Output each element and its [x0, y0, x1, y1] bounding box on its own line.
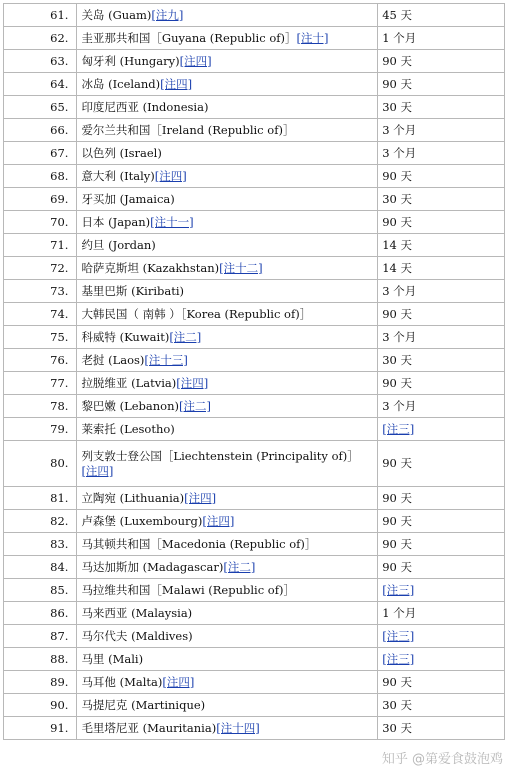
note-link[interactable]: [注三] — [382, 628, 415, 643]
country-name: 圭亚那共和国［Guyana (Republic of)］ — [81, 30, 297, 45]
row-number: 85. — [4, 579, 77, 602]
table-row — [4, 50, 505, 73]
row-number: 76. — [4, 349, 77, 372]
country-name: 日本 (Japan) — [81, 214, 151, 229]
stay-period-cell: 30 天 — [378, 694, 505, 717]
country-name: 马耳他 (Malta) — [81, 674, 163, 689]
visa-table-body — [4, 4, 505, 740]
country-cell — [77, 441, 378, 487]
table-row — [4, 694, 505, 717]
country-cell — [77, 349, 378, 372]
country-cell — [77, 694, 378, 717]
table-row — [4, 27, 505, 50]
row-number: 74. — [4, 303, 77, 326]
note-link[interactable]: [注十四] — [216, 720, 260, 735]
stay-period-cell: 90 天 — [378, 487, 505, 510]
note-link[interactable]: [注十] — [296, 30, 329, 45]
stay-period-cell: 45 天 — [378, 4, 505, 27]
country-name: 马来西亚 (Malaysia) — [81, 605, 193, 620]
table-row — [4, 533, 505, 556]
country-cell — [77, 579, 378, 602]
table-row — [4, 625, 505, 648]
table-row — [4, 73, 505, 96]
row-number: 84. — [4, 556, 77, 579]
table-row — [4, 165, 505, 188]
country-cell — [77, 50, 378, 73]
row-number: 75. — [4, 326, 77, 349]
table-row — [4, 395, 505, 418]
table-row — [4, 280, 505, 303]
row-number: 73. — [4, 280, 77, 303]
stay-period-cell: 90 天 — [378, 556, 505, 579]
country-name: 哈萨克斯坦 (Kazakhstan) — [81, 260, 220, 275]
stay-period-cell: 14 天 — [378, 257, 505, 280]
country-name: 印度尼西亚 (Indonesia) — [81, 99, 209, 114]
country-name: 大韩民国（ 南韩 ）［Korea (Republic of)］ — [81, 306, 312, 321]
stay-period-cell: 3 个月 — [378, 395, 505, 418]
table-row — [4, 579, 505, 602]
country-cell — [77, 717, 378, 740]
note-link[interactable]: [注二] — [223, 559, 256, 574]
stay-period-cell: 1 个月 — [378, 27, 505, 50]
country-cell — [77, 280, 378, 303]
country-cell — [77, 165, 378, 188]
row-number: 86. — [4, 602, 77, 625]
country-name: 马拉维共和国［Malawi (Republic of)］ — [81, 582, 295, 597]
country-cell — [77, 4, 378, 27]
country-cell — [77, 372, 378, 395]
country-cell — [77, 188, 378, 211]
visa-free-table — [3, 3, 505, 740]
row-number: 67. — [4, 142, 77, 165]
note-link[interactable]: [注十三] — [144, 352, 188, 367]
row-number: 61. — [4, 4, 77, 27]
row-number: 78. — [4, 395, 77, 418]
country-cell — [77, 96, 378, 119]
table-row — [4, 4, 505, 27]
table-row — [4, 671, 505, 694]
country-name: 毛里塔尼亚 (Mauritania) — [81, 720, 217, 735]
stay-period-cell: 90 天 — [378, 372, 505, 395]
stay-period-cell: 30 天 — [378, 349, 505, 372]
country-name: 马其顿共和国［Macedonia (Republic of)］ — [81, 536, 317, 551]
country-name: 列支敦士登公国［Liechtenstein (Principality of)］ — [81, 448, 359, 463]
table-row — [4, 648, 505, 671]
note-link[interactable]: [注三] — [382, 582, 415, 597]
note-link[interactable]: [注四] — [184, 490, 217, 505]
country-name: 以色列 (Israel) — [81, 145, 162, 160]
visa-table-container — [3, 3, 505, 740]
table-row — [4, 142, 505, 165]
row-number: 87. — [4, 625, 77, 648]
country-name: 立陶宛 (Lithuania) — [81, 490, 185, 505]
stay-period-cell: 90 天 — [378, 510, 505, 533]
stay-period-cell: 30 天 — [378, 717, 505, 740]
country-cell — [77, 234, 378, 257]
row-number: 81. — [4, 487, 77, 510]
row-number: 90. — [4, 694, 77, 717]
country-cell — [77, 510, 378, 533]
stay-period-cell — [378, 648, 505, 671]
table-row — [4, 211, 505, 234]
row-number: 65. — [4, 96, 77, 119]
country-name: 黎巴嫩 (Lebanon) — [81, 398, 179, 413]
country-cell — [77, 556, 378, 579]
stay-period-cell: 90 天 — [378, 211, 505, 234]
country-name: 拉脱维亚 (Latvia) — [81, 375, 177, 390]
row-number: 82. — [4, 510, 77, 533]
country-cell — [77, 533, 378, 556]
table-row — [4, 602, 505, 625]
country-cell — [77, 671, 378, 694]
row-number: 62. — [4, 27, 77, 50]
table-row — [4, 510, 505, 533]
country-name: 科威特 (Kuwait) — [81, 329, 170, 344]
row-number: 88. — [4, 648, 77, 671]
country-name: 牙买加 (Jamaica) — [81, 191, 175, 206]
stay-period-cell: 90 天 — [378, 671, 505, 694]
note-link[interactable]: [注三] — [382, 421, 415, 436]
country-cell — [77, 257, 378, 280]
table-row — [4, 717, 505, 740]
country-cell — [77, 625, 378, 648]
country-cell — [77, 119, 378, 142]
country-name: 马尔代夫 (Maldives) — [81, 628, 193, 643]
country-name: 马提尼克 (Martinique) — [81, 697, 206, 712]
table-row — [4, 441, 505, 487]
note-link[interactable]: [注二] — [169, 329, 202, 344]
table-row — [4, 418, 505, 441]
stay-period-cell: 90 天 — [378, 50, 505, 73]
note-link[interactable]: [注四] — [154, 168, 187, 183]
table-row — [4, 487, 505, 510]
row-number: 77. — [4, 372, 77, 395]
stay-period-cell: 90 天 — [378, 533, 505, 556]
note-link[interactable]: [注四] — [179, 53, 212, 68]
stay-period-cell: 3 个月 — [378, 326, 505, 349]
note-link[interactable]: [注四] — [202, 513, 235, 528]
row-number: 72. — [4, 257, 77, 280]
note-link[interactable]: [注十二] — [219, 260, 263, 275]
note-link[interactable]: [注四] — [160, 76, 193, 91]
country-name: 约旦 (Jordan) — [81, 237, 156, 252]
note-link[interactable]: [注三] — [382, 651, 415, 666]
stay-period-cell — [378, 579, 505, 602]
stay-period-cell: 90 天 — [378, 165, 505, 188]
note-link[interactable]: [注四] — [176, 375, 209, 390]
country-cell — [77, 27, 378, 50]
watermark: 知乎 @第爱食鼓泡鸡 — [381, 752, 503, 767]
country-name: 卢森堡 (Luxembourg) — [81, 513, 203, 528]
row-number: 91. — [4, 717, 77, 740]
row-number: 64. — [4, 73, 77, 96]
country-name: 冰岛 (Iceland) — [81, 76, 161, 91]
table-row — [4, 119, 505, 142]
stay-period-cell: 3 个月 — [378, 280, 505, 303]
stay-period-cell: 3 个月 — [378, 119, 505, 142]
stay-period-cell: 30 天 — [378, 96, 505, 119]
country-name: 关岛 (Guam) — [81, 7, 152, 22]
stay-period-cell: 1 个月 — [378, 602, 505, 625]
note-link[interactable]: [注九] — [151, 7, 184, 22]
country-name: 意大利 (Italy) — [81, 168, 155, 183]
table-row — [4, 257, 505, 280]
country-cell — [77, 142, 378, 165]
country-name: 基里巴斯 (Kiribati) — [81, 283, 185, 298]
country-cell — [77, 303, 378, 326]
country-name: 马里 (Mali) — [81, 651, 144, 666]
row-number: 63. — [4, 50, 77, 73]
country-cell — [77, 487, 378, 510]
country-name: 爱尔兰共和国［Ireland (Republic of)］ — [81, 122, 295, 137]
row-number: 83. — [4, 533, 77, 556]
country-cell — [77, 648, 378, 671]
row-number: 89. — [4, 671, 77, 694]
stay-period-cell — [378, 625, 505, 648]
note-link[interactable]: [注四] — [162, 674, 195, 689]
stay-period-cell: 3 个月 — [378, 142, 505, 165]
table-row — [4, 326, 505, 349]
table-row — [4, 188, 505, 211]
country-cell — [77, 418, 378, 441]
country-cell — [77, 326, 378, 349]
country-cell — [77, 73, 378, 96]
row-number: 70. — [4, 211, 77, 234]
table-row — [4, 372, 505, 395]
table-row — [4, 349, 505, 372]
table-row — [4, 303, 505, 326]
row-number: 80. — [4, 441, 77, 487]
country-cell — [77, 602, 378, 625]
stay-period-cell — [378, 418, 505, 441]
country-name: 老挝 (Laos) — [81, 352, 145, 367]
country-name: 莱索托 (Lesotho) — [81, 421, 175, 436]
country-name: 匈牙利 (Hungary) — [81, 53, 180, 68]
stay-period-cell: 90 天 — [378, 73, 505, 96]
table-row — [4, 556, 505, 579]
note-link[interactable]: [注十一] — [150, 214, 194, 229]
row-number: 68. — [4, 165, 77, 188]
stay-period-cell: 90 天 — [378, 441, 505, 487]
table-row — [4, 96, 505, 119]
country-cell — [77, 211, 378, 234]
row-number: 66. — [4, 119, 77, 142]
country-cell — [77, 395, 378, 418]
row-number: 79. — [4, 418, 77, 441]
country-name: 马达加斯加 (Madagascar) — [81, 559, 224, 574]
stay-period-cell: 30 天 — [378, 188, 505, 211]
table-row — [4, 234, 505, 257]
stay-period-cell: 90 天 — [378, 303, 505, 326]
row-number: 69. — [4, 188, 77, 211]
row-number: 71. — [4, 234, 77, 257]
note-link[interactable]: [注二] — [178, 398, 211, 413]
note-link[interactable]: [注四] — [81, 463, 114, 478]
stay-period-cell: 14 天 — [378, 234, 505, 257]
